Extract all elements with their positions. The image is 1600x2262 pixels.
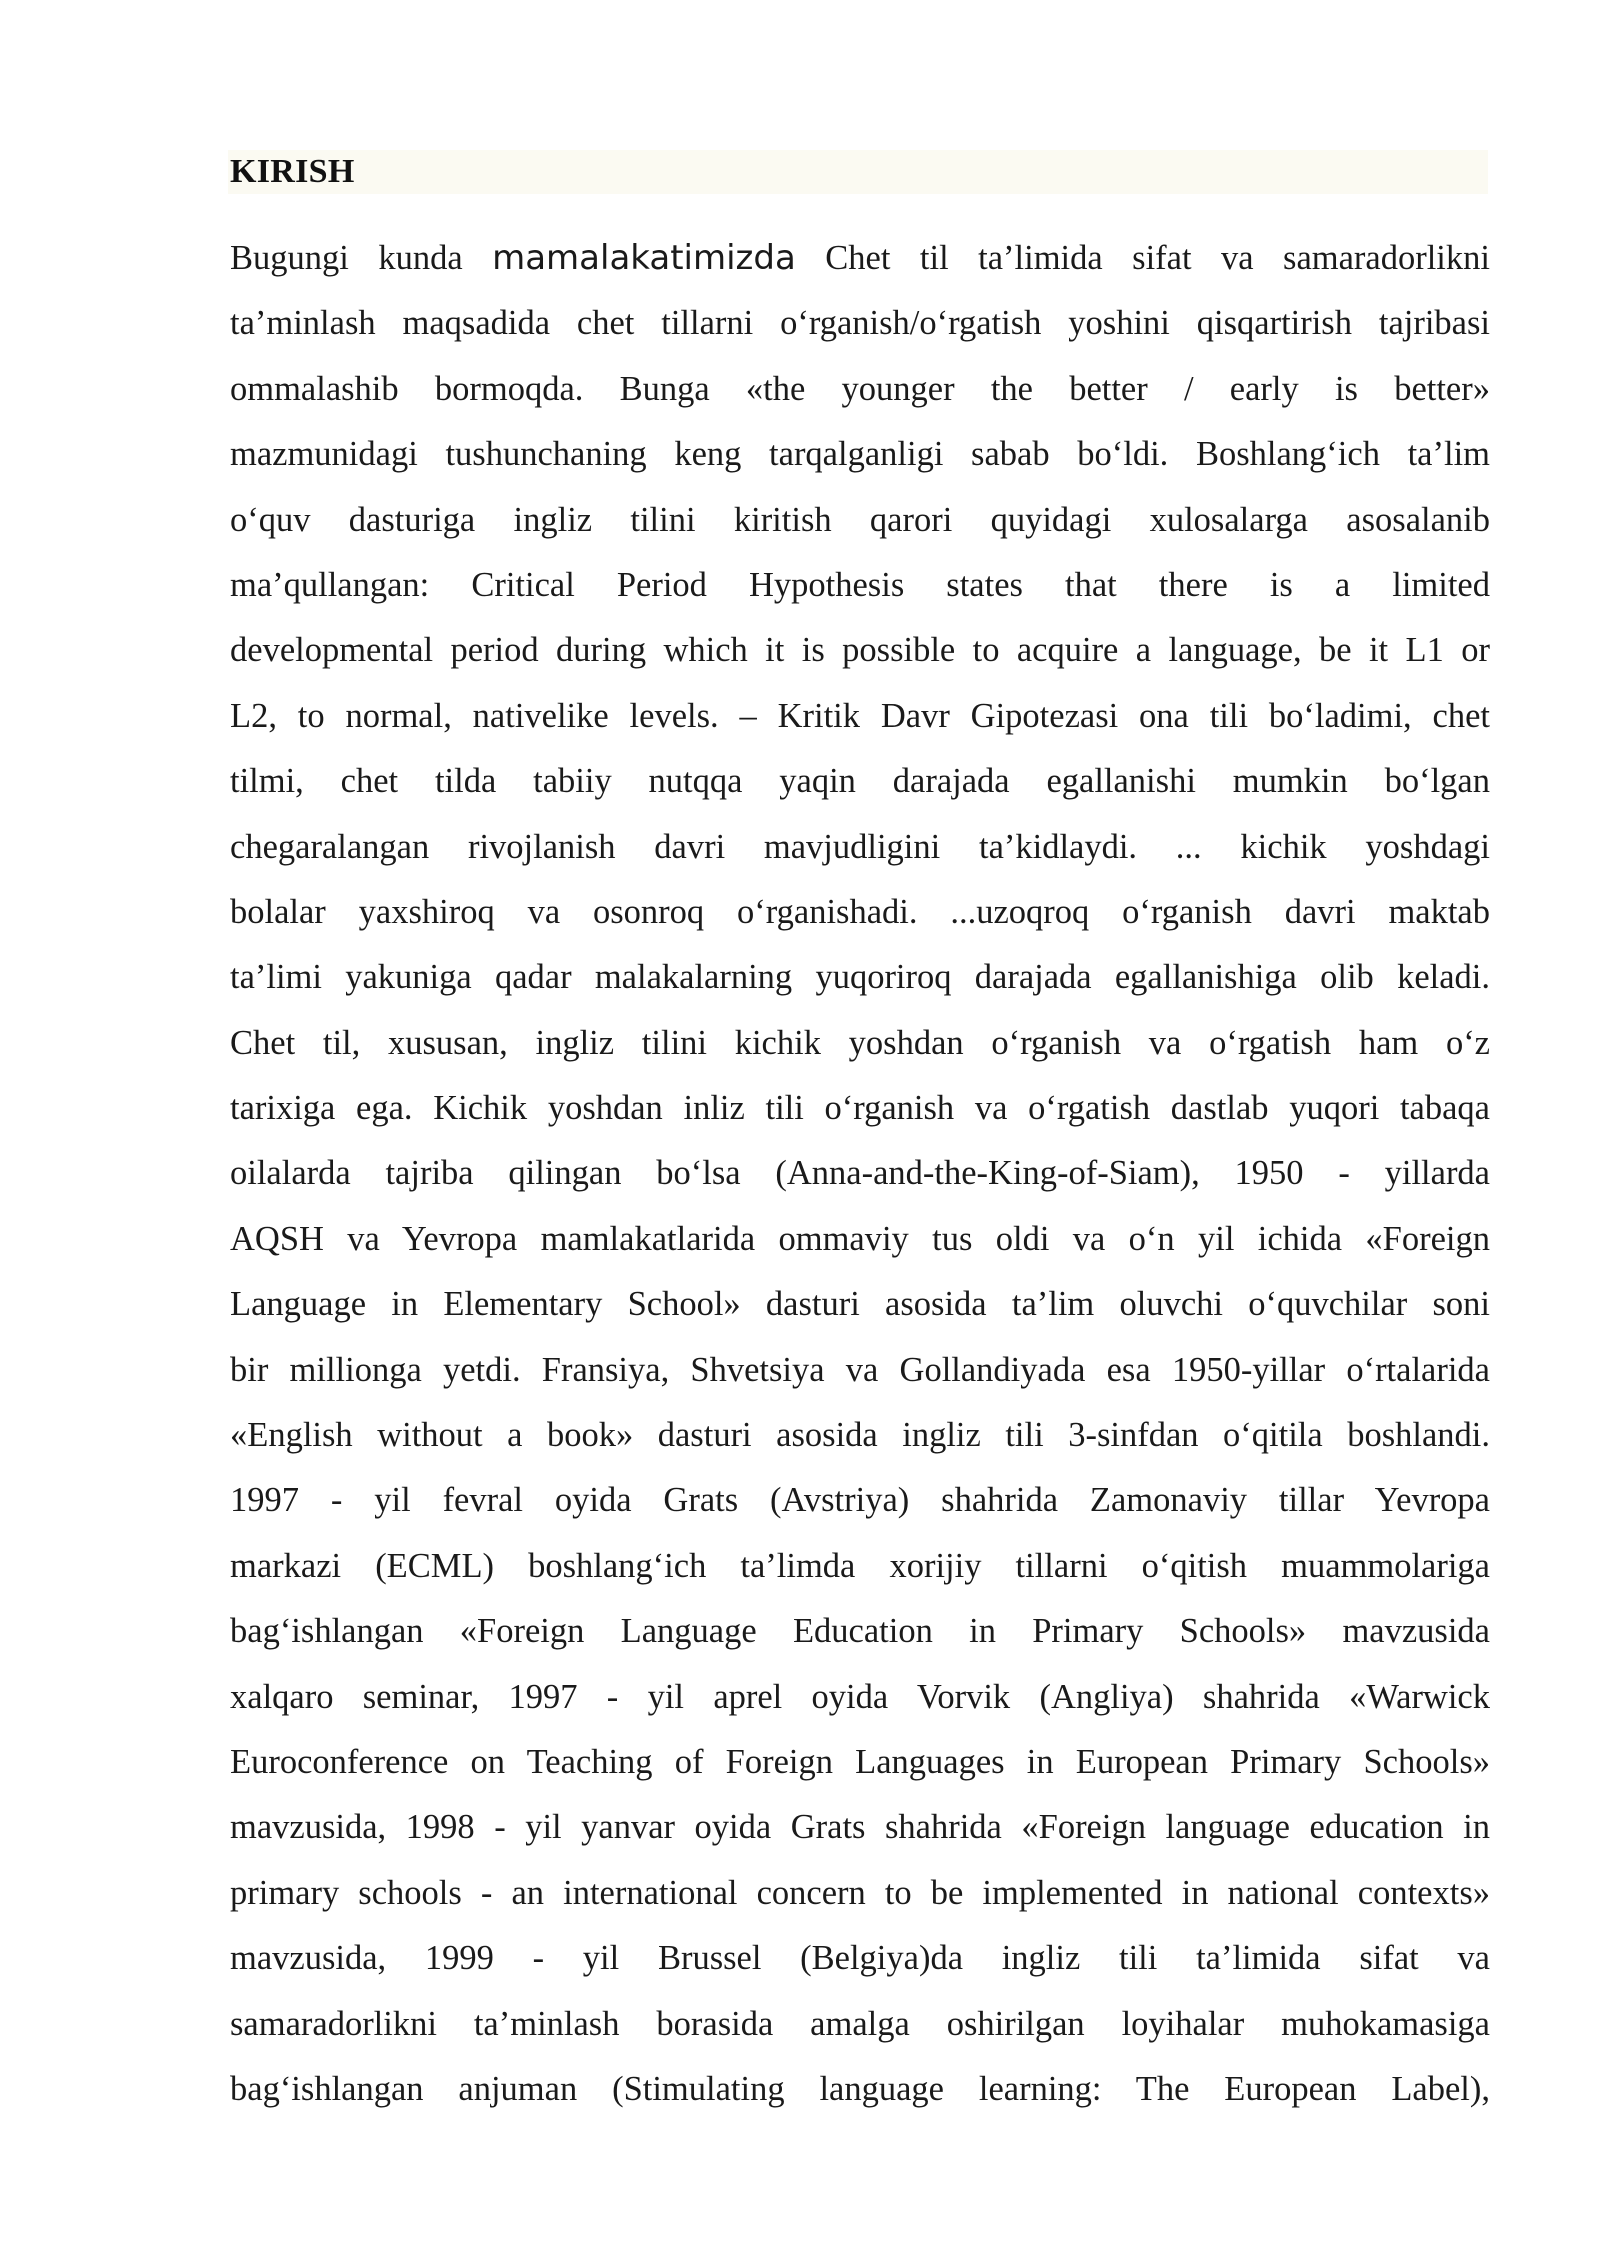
paragraph-line: ommalashib bormoqda. Bunga «the younger the better / early is better» xyxy=(230,369,1490,408)
paragraph-line: markazi (ECML) boshlang‘ich ta’limda xorijiy tillarni o‘qitish muammolariga xyxy=(230,1546,1490,1585)
paragraph-line: 1997 - yil fevral oyida Grats (Avstriya) shahrida Zamonaviy tillar Yevropa xyxy=(230,1481,1490,1520)
paragraph-line: o‘quv dasturiga ingliz tilini kiritish qarori quyidagi xulosalarga asosalanib xyxy=(230,500,1490,539)
paragraph-line: ta’limi yakuniga qadar malakalarning yuqoriroq darajada egallanishiga olib keladi. xyxy=(230,958,1490,997)
paragraph-line: tarixiga ega. Kichik yoshdan inliz tili o‘rganish va o‘rgatish dastlab yuqori tabaqa xyxy=(230,1089,1490,1128)
heading-highlight xyxy=(228,150,1488,194)
paragraph-line: «English without a book» dasturi asosida ingliz tili 3-sinfdan o‘qitila boshlandi. xyxy=(230,1416,1490,1455)
paragraph-line: Euroconference on Teaching of Foreign Languages in European Primary Schools» xyxy=(230,1742,1490,1781)
paragraph-line: oilalarda tajriba qilingan bo‘lsa (Anna-and-the-King-of-Siam), 1950 - yillarda xyxy=(230,1154,1490,1193)
paragraph-line: Chet til, xususan, ingliz tilini kichik yoshdan o‘rganish va o‘rgatish ham o‘z xyxy=(230,1023,1490,1062)
paragraph-line xyxy=(230,226,1490,291)
line-text: Chet til ta’limida sifat va samaradorlikni xyxy=(795,239,1490,277)
paragraph-line: mavzusida, 1999 - yil Brussel (Belgiya)da ingliz tili ta’limida sifat va xyxy=(230,1939,1490,1978)
paragraph-line: developmental period during which it is possible to acquire a language, be it L1 or xyxy=(230,631,1490,670)
paragraph-line: bag‘ishlangan «Foreign Language Education in Primary Schools» mavzusida xyxy=(230,1612,1490,1651)
paragraph-line: bir millionga yetdi. Fransiya, Shvetsiya va Gollandiyada esa 1950-yillar o‘rtalarida xyxy=(230,1350,1490,1389)
paragraph-line: ta’minlash maqsadida chet tillarni o‘rganish/o‘rgatish yoshini qisqartirish tajribasi xyxy=(230,304,1490,343)
line-text-sans: mamalakatimizda xyxy=(492,238,796,278)
paragraph-line: xalqaro seminar, 1997 - yil aprel oyida Vorvik (Angliya) shahrida «Warwick xyxy=(230,1677,1490,1716)
paragraph-line: L2, to normal, nativelike levels. – Kritik Davr Gipotezasi ona tili bo‘ladimi, chet xyxy=(230,696,1490,735)
paragraph-line: samaradorlikni ta’minlash borasida amalga oshirilgan loyihalar muhokamasiga xyxy=(230,2004,1490,2043)
paragraph-line: bolalar yaxshiroq va osonroq o‘rganishadi. ...uzoqroq o‘rganish davri maktab xyxy=(230,892,1490,931)
paragraph-line: tilmi, chet tilda tabiiy nutqqa yaqin darajada egallanishi mumkin bo‘lgan xyxy=(230,762,1490,801)
paragraph-line: mazmunidagi tushunchaning keng tarqalganligi sabab bo‘ldi. Boshlang‘ich ta’lim xyxy=(230,435,1490,474)
paragraph-line: AQSH va Yevropa mamlakatlarida ommaviy tus oldi va o‘n yil ichida «Foreign xyxy=(230,1219,1490,1258)
paragraph-line: ma’qullangan: Critical Period Hypothesis states that there is a limited xyxy=(230,565,1490,604)
paragraph-line: mavzusida, 1998 - yil yanvar oyida Grats shahrida «Foreign language education in xyxy=(230,1808,1490,1847)
section-heading: KIRISH xyxy=(230,153,355,190)
paragraph-line: Language in Elementary School» dasturi asosida ta’lim oluvchi o‘quvchilar soni xyxy=(230,1285,1490,1324)
line-text: Bugungi kunda xyxy=(230,239,493,277)
body-paragraph xyxy=(230,226,1490,2122)
paragraph-line: chegaralangan rivojlanish davri mavjudligini ta’kidlaydi. ... kichik yoshdagi xyxy=(230,827,1490,866)
paragraph-line: bag‘ishlangan anjuman (Stimulating language learning: The European Label), xyxy=(230,2069,1490,2108)
paragraph-line: primary schools - an international concern to be implemented in national contexts» xyxy=(230,1873,1490,1912)
